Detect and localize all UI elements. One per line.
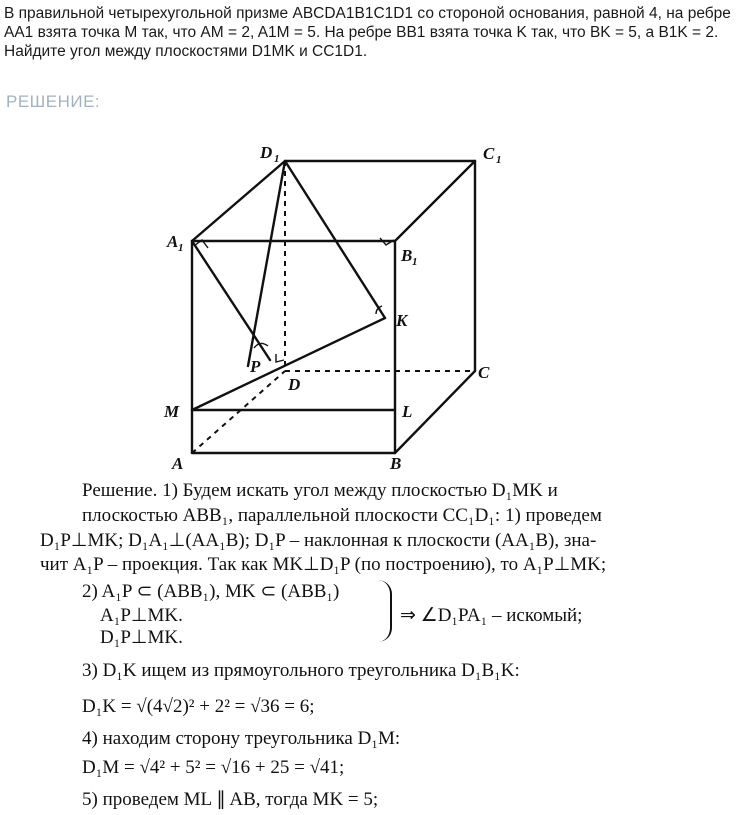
solution-line-6: A₁P⊥MK. (100, 605, 183, 626)
solution-line-2: плоскостью ABB₁, параллельной плоскости CC₁D₁: 1) проведем (82, 505, 602, 526)
solution-line-9: D₁K = √(4√2)² + 2² = √36 = 6; (82, 696, 315, 717)
solution-heading: РЕШЕНИЕ: (6, 92, 101, 111)
label-B: B (390, 454, 402, 473)
brace-result: ⇒ ∠D₁PA₁ – искомый; (400, 605, 583, 626)
label-P: P (250, 357, 261, 376)
solution-line-10: 4) находим сторону треугольника D₁M: (82, 728, 401, 749)
label-D1-sub: 1 (274, 153, 280, 165)
prism-diagram (150, 128, 550, 478)
label-K: K (396, 311, 408, 330)
label-M: M (164, 402, 180, 421)
label-B1: B (401, 246, 413, 265)
solution-line-11: D₁M = √4² + 5² = √16 + 25 = √41; (82, 757, 345, 778)
label-C1-sub: 1 (496, 154, 502, 166)
label-A1: A (167, 232, 179, 251)
label-C: C (478, 363, 490, 382)
label-A: A (172, 454, 184, 473)
solution-line-4: чит A₁P – проекция. Так как MK⊥D₁P (по построению), то A₁P⊥MK; (40, 554, 607, 575)
label-B1-sub: 1 (412, 256, 418, 268)
solution-line-3: D₁P⊥MK; D₁A₁⊥(AA₁B); D₁P – наклонная к плоскости (AA₁B), зна- (40, 530, 597, 551)
system-brace (374, 580, 392, 642)
label-D1: D (260, 143, 273, 162)
solution-line-7: D₁P⊥MK. (100, 627, 183, 648)
problem-statement: В правильной четырехугольной призме ABCDA1B1C1D1 со стороной основания, равной 4, на ребре AA1 взята точка M так, что AM = 2, A1M = 5. На ребре BB1 взята точка K так, что BK = 5, а B1K = 2. Найдите угол между плоскостями D1MK и CC1D1. (4, 5, 731, 60)
solution-line-5: 2) A₁P ⊂ (ABB₁), MK ⊂ (ABB₁) (82, 581, 340, 602)
solution-line-8: 3) D₁K ищем из прямоугольного треугольника D₁B₁K: (82, 660, 520, 681)
label-C1: C (483, 144, 495, 163)
label-D: D (288, 375, 301, 394)
solution-line-12: 5) проведем ML ∥ AB, тогда MK = 5; (82, 789, 379, 810)
solution-line-1: Решение. 1) Будем искать угол между плоскостью D₁MK и (82, 480, 558, 501)
label-L: L (402, 402, 413, 421)
label-A1-sub: 1 (178, 242, 184, 254)
